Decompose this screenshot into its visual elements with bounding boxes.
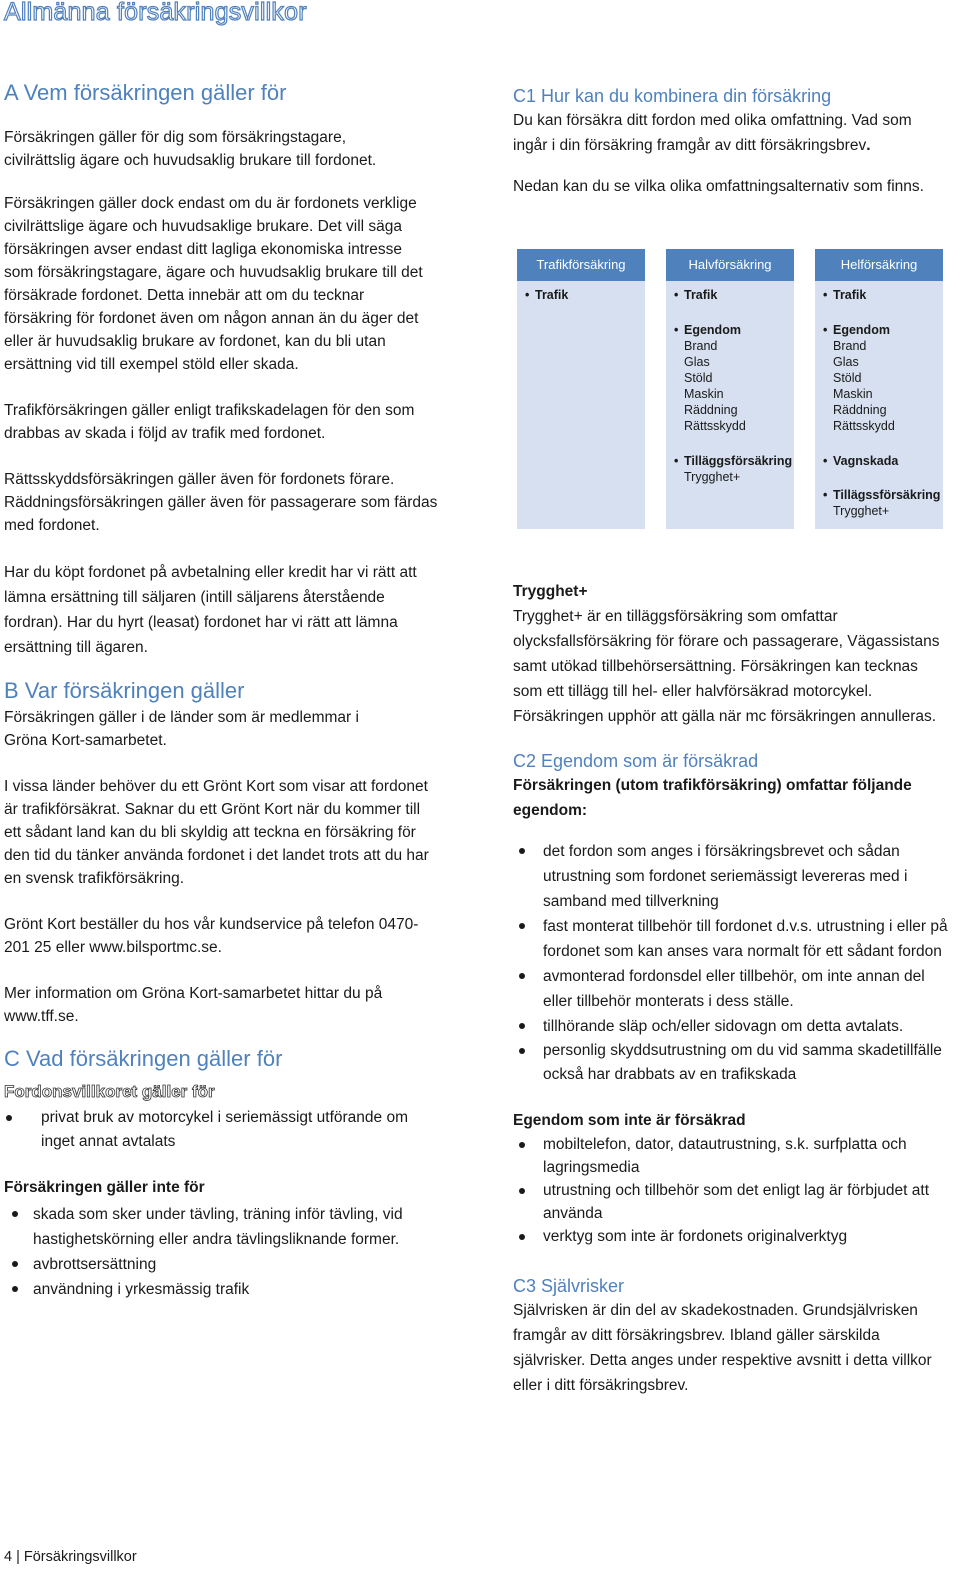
document-title: Allmänna försäkringsvillkor bbox=[4, 0, 307, 26]
section-c2-intro: Försäkringen (utom trafikförsäkring) omfattar följande egendom: bbox=[513, 777, 912, 819]
section-a-paragraph-5: Har du köpt fordonet på avbetalning eller kredit har vi rätt att lämna ersättning till säljaren (intill säljarens återstående fordran). Har du hyrt (leasat) fordonet har vi rätt att lämna ersättning till ägaren. bbox=[4, 564, 417, 656]
coverage-subitem: Stöld bbox=[684, 371, 713, 385]
page-footer: 4 | Försäkringsvillkor bbox=[4, 1549, 137, 1565]
section-b-paragraph-1: Försäkringen gäller i de länder som är medlemmar i Gröna Kort-samarbetet. bbox=[4, 709, 359, 749]
section-c1-heading: C1 Hur kan du kombinera din försäkring bbox=[513, 86, 832, 106]
list-item: det fordon som anges i försäkringsbrevet och sådan utrustning som fordonet seriemässigt levereras med i samband med tillverkning bbox=[513, 839, 953, 914]
list-item: utrustning och tillbehör som det enligt lag är förbjudet att använda bbox=[513, 1179, 953, 1225]
coverage-item: • Tillägssförsäkring bbox=[823, 487, 935, 503]
section-c-heading: C Vad försäkringen gäller för bbox=[4, 1046, 283, 1071]
section-c2-heading: C2 Egendom som är försäkrad bbox=[513, 751, 759, 771]
exclusions-list bbox=[4, 1202, 450, 1302]
column-header: Trafikförsäkring bbox=[517, 249, 645, 281]
list-item: avbrottsersättning bbox=[4, 1252, 433, 1277]
coverage-table bbox=[513, 249, 953, 535]
coverage-subitem: Trygghet+ bbox=[684, 470, 741, 484]
list-item: tillhörande släp och/eller sidovagn om detta avtalats. bbox=[513, 1014, 953, 1039]
exclusions-heading: Försäkringen gäller inte för bbox=[4, 1179, 205, 1196]
not-insured-heading: Egendom som inte är försäkrad bbox=[513, 1112, 746, 1129]
section-b-paragraph-2: I vissa länder behöver du ett Grönt Kort som visar att fordonet är trafikförsäkrat. Saknar du ett Grönt Kort när du kommer till ett sådant land kan du bli skyldig att teckna en försäkring för den tid du tänker använda fordonet i det landet trots att du har en svensk trafikförsäkring. bbox=[4, 778, 429, 887]
applies-list bbox=[4, 1106, 450, 1154]
coverage-subitem: Rättsskydd bbox=[684, 419, 746, 433]
coverage-subitem: Maskin bbox=[833, 387, 873, 401]
list-item: skada som sker under tävling, träning inför tävling, vid hastighetskörning eller andra tävlingsliknande former. bbox=[4, 1202, 433, 1252]
column-header: Halvförsäkring bbox=[666, 249, 794, 281]
not-insured-list bbox=[513, 1133, 953, 1248]
coverage-item: • Trafik bbox=[823, 287, 935, 303]
section-a-paragraph-4: Rättsskyddsförsäkringen gäller även för fordonets förare. Räddningsförsäkringen gäller även för passagerare som färdas med fordonet. bbox=[4, 471, 438, 534]
list-item: avmonterad fordonsdel eller tillbehör, om inte annan del eller tillbehör monterats i dess ställe. bbox=[513, 964, 953, 1014]
coverage-item: • Egendom bbox=[823, 322, 935, 338]
coverage-subitem: Brand bbox=[684, 339, 718, 353]
section-a-paragraph-1: Försäkringen gäller för dig som försäkringstagare, civilrättslig ägare och huvudsaklig brukare till fordonet. bbox=[4, 129, 377, 169]
left-column bbox=[4, 78, 450, 1302]
section-c3-text: Självrisken är din del av skadekostnaden. Grundsjälvrisken framgår av ditt försäkringsbrev. Ibland gäller särskilda självrisker. Detta anges under respektive avsnitt i detta villkor eller i ditt försäkringsbrev. bbox=[513, 1302, 932, 1394]
section-a-paragraph-3: Trafikförsäkringen gäller enligt trafikskadelagen för den som drabbas av skada i följd av trafik med fordonet. bbox=[4, 402, 415, 442]
coverage-column-hel bbox=[815, 249, 943, 529]
coverage-subitem: Räddning bbox=[684, 403, 738, 417]
coverage-subitem: Glas bbox=[684, 355, 710, 369]
list-item: personlig skyddsutrustning om du vid samma skadetillfälle också har drabbats av en trafikskada bbox=[513, 1039, 953, 1087]
section-b-paragraph-3: Grönt Kort beställer du hos vår kundservice på telefon 0470-201 25 eller www.bilsportmc.se. bbox=[4, 916, 419, 956]
list-item: mobiltelefon, dator, datautrustning, s.k. surfplatta och lagringsmedia bbox=[513, 1133, 953, 1179]
list-item: fast monterat tillbehör till fordonet d.v.s. utrustning i eller på fordonet som kan anses vara normalt för ett sådant fordon bbox=[513, 914, 953, 964]
coverage-item: • Trafik bbox=[674, 287, 786, 303]
column-header: Helförsäkring bbox=[815, 249, 943, 281]
section-b-paragraph-4: Mer information om Gröna Kort-samarbetet hittar du på www.tff.se. bbox=[4, 985, 383, 1025]
section-b-heading: B Var försäkringen gäller bbox=[4, 678, 245, 703]
coverage-item: • Vagnskada bbox=[823, 453, 935, 469]
coverage-subitem: Stöld bbox=[833, 371, 862, 385]
coverage-item: • Tilläggsförsäkring bbox=[674, 453, 786, 469]
coverage-column-halv bbox=[666, 249, 794, 529]
right-column bbox=[513, 78, 953, 1398]
section-c1-paragraph-2: Nedan kan du se vilka olika omfattningsalternativ som finns. bbox=[513, 178, 924, 195]
coverage-subitem: Rättsskydd bbox=[833, 419, 895, 433]
section-a-paragraph-2: Försäkringen gäller dock endast om du är fordonets verklige civilrättslige ägare och huvudsaklige brukare. Det vill säga försäkringen avser endast ditt lagliga ekonomiska intresse som försäkringstagare, ägare och huvudsaklig brukare till det försäkrade fordonet. Detta innebär att om du tecknar försäkring för fordonet även om någon annan än du äger det eller är huvudsaklig brukare av fordonet, kan du bli utan ersättning vid till exempel stöld eller skada. bbox=[4, 195, 423, 373]
coverage-column-trafik bbox=[517, 249, 645, 529]
list-item: verktyg som inte är fordonets originalverktyg bbox=[513, 1225, 953, 1248]
section-a-heading: A Vem försäkringen gäller för bbox=[4, 80, 287, 105]
coverage-subitem: Trygghet+ bbox=[833, 504, 890, 518]
list-item: privat bruk av motorcykel i seriemässigt utförande om inget annat avtalats bbox=[4, 1106, 431, 1154]
coverage-subitem: Räddning bbox=[833, 403, 887, 417]
insured-property-list bbox=[513, 839, 953, 1087]
section-c-subheading: Fordonsvillkoret gäller för bbox=[4, 1082, 215, 1101]
list-item: användning i yrkesmässig trafik bbox=[4, 1277, 433, 1302]
coverage-subitem: Maskin bbox=[684, 387, 724, 401]
coverage-item: • Trafik bbox=[525, 287, 637, 303]
coverage-subitem: Brand bbox=[833, 339, 867, 353]
section-c1-paragraph-1: Du kan försäkra ditt fordon med olika omfattning. Vad som ingår i din försäkring framgår av ditt försäkringsbrev. bbox=[513, 112, 912, 154]
trygghet-text: Trygghet+ är en tilläggsförsäkring som omfattar olycksfallsförsäkring för förare och passagerare, Vägassistans samt utökad tillbehörsersättning. Försäkringen kan tecknas som ett tillägg till hel- eller halvförsäkrad motorcykel. Försäkringen upphör att gälla när mc försäkringen annulleras. bbox=[513, 608, 940, 725]
section-c3-heading: C3 Självrisker bbox=[513, 1276, 625, 1296]
coverage-subitem: Glas bbox=[833, 355, 859, 369]
coverage-item: • Egendom bbox=[674, 322, 786, 338]
trygghet-heading: Trygghet+ bbox=[513, 583, 588, 600]
